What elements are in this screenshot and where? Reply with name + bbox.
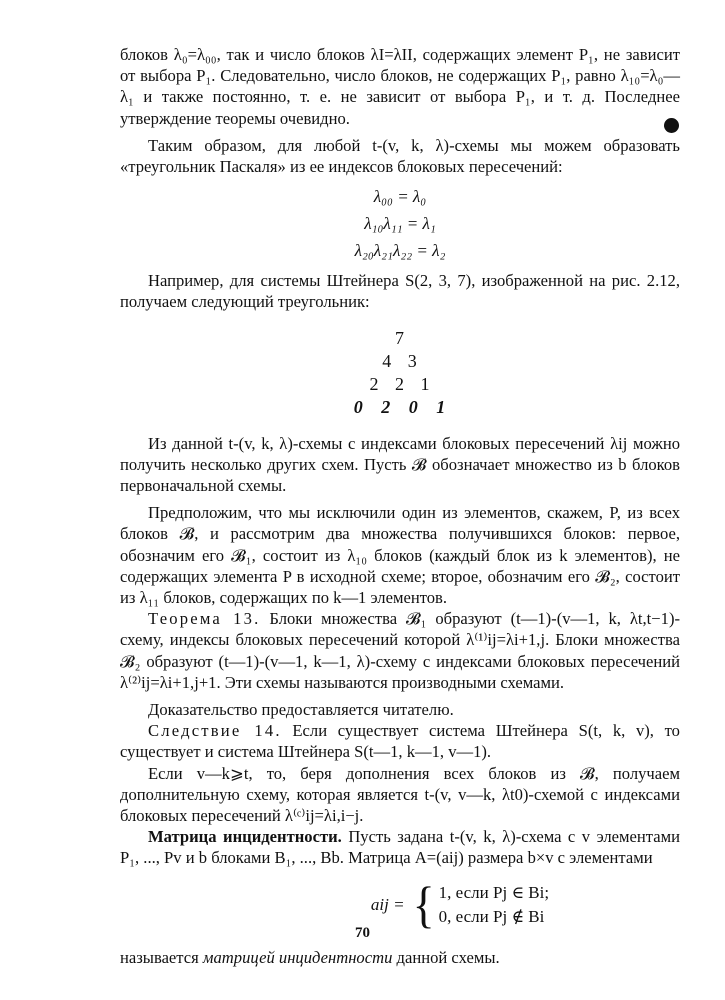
paragraph-example: Например, для системы Штейнера S(2, 3, 7), изображенной на рис. 2.12, получаем следующий треугольник: — [120, 271, 680, 312]
corollary-text: Если существует система Штейнера S(t, k, v), то существует и система Штейнера S(t—1, k—1, v—1). — [120, 721, 680, 762]
defined-term: матрицей инцидентности — [202, 947, 393, 967]
number-triangle — [120, 327, 680, 419]
page-body — [120, 44, 680, 968]
paragraph-incidence-matrix — [120, 826, 680, 868]
paragraph-derived-schemes: Из данной t-(v, k, λ)-схемы с индексами блоковых пересечений λij можно получить несколько других схем. Пусть 𝓑 обозначает множество из b блоков первоначальной схемы. — [120, 433, 680, 496]
formula-case: 0, если Pj ∉ Bi — [438, 906, 545, 926]
formula-cases — [439, 881, 549, 929]
closing-suffix: данной схемы. — [396, 947, 500, 967]
paragraph-pascal-triangle: Таким образом, для любой t-(v, k, λ)-схемы мы можем образовать «треугольник Паскаля» из ее индексов блоковых пересечений: — [120, 135, 680, 177]
triangle-row: 4 3 — [382, 350, 418, 371]
paragraph-definition — [120, 947, 680, 968]
triangle-row: 2 2 1 — [369, 373, 431, 394]
formula-case: 1, если Pj ∈ Bi; — [438, 882, 550, 902]
proof-note: Доказательство предоставляется читателю. — [148, 700, 454, 720]
formula-block — [120, 183, 680, 264]
formula-line: λ₁₀λ₁₁ = λ₁ — [364, 214, 436, 234]
end-of-proof-icon — [664, 118, 679, 133]
paragraph-assumption: Предположим, что мы исключили один из элементов, скажем, P, из всех блоков 𝓑, и рассмотрим два множества получившихся блоков: первое, обозначим его 𝓑₁, состоит из λ₁₀ блоков (каждый блок из k элементов), не содержащих элемента P в исходной схеме; второе, обозначим его 𝓑₂, состоит из λ₁₁ блоков, содержащих по k—1 элементов. — [120, 503, 680, 608]
paragraph-complement: Если v—k⩾t, то, беря дополнения всех блоков из 𝓑, получаем дополнительную схему, которая является t-(v, v—k, λt0)-схемой с индексами блоковых пересечений λ⁽ᶜ⁾ij=λi,i−j. — [120, 763, 680, 826]
theorem-label: Теорема 13. — [148, 609, 261, 629]
closing-prefix: называется — [120, 947, 199, 967]
formula-line: λ₂₀λ₂₁λ₂₂ = λ₂ — [354, 241, 446, 261]
page-number: 70 — [355, 925, 370, 941]
triangle-row: 0 2 0 1 — [353, 396, 447, 417]
corollary-14 — [120, 720, 680, 762]
paragraph-proof-end: блоков λ₀=λ₀₀, так и число блоков λI=λII, содержащих элемент P₁, не зависит от выбора P₁. Следовательно, число блоков, не содержащих P₁, равно λ₁₀=λ₀—λ₁ и также постоянно, т. е. не зависит от выбора P₁, и т. д. Последнее утверждение теоремы очевидно. — [120, 45, 680, 128]
left-brace-icon: { — [412, 876, 435, 933]
formula-line: λ₀₀ = λ₀ — [373, 187, 427, 207]
formula-lhs: aij = — [370, 895, 405, 915]
triangle-row: 7 — [395, 327, 405, 348]
theorem-13 — [120, 608, 680, 693]
incidence-label: Матрица инцидентности. — [148, 827, 342, 847]
corollary-label: Следствие 14. — [148, 721, 282, 741]
theorem-text: Блоки множества 𝓑₁ образуют (t—1)-(v—1, k, λt,t−1)-схему, индексы блоковых пересечений которой λ⁽¹⁾ij=λi+1,j. Блоки множества 𝓑₂ образуют (t—1)-(v—1, k—1, λ)-схему с индексами блоковых пересечений λ⁽²⁾ij=λi+1,j+1. Эти схемы называются производными схемами. — [120, 609, 680, 692]
incidence-text: Пусть задана t-(v, k, λ)-схема с v элементами P₁, ..., Pv и b блоками B₁, ..., Bb. Матрица A=(aij) размера b×v с элементами — [120, 827, 680, 868]
